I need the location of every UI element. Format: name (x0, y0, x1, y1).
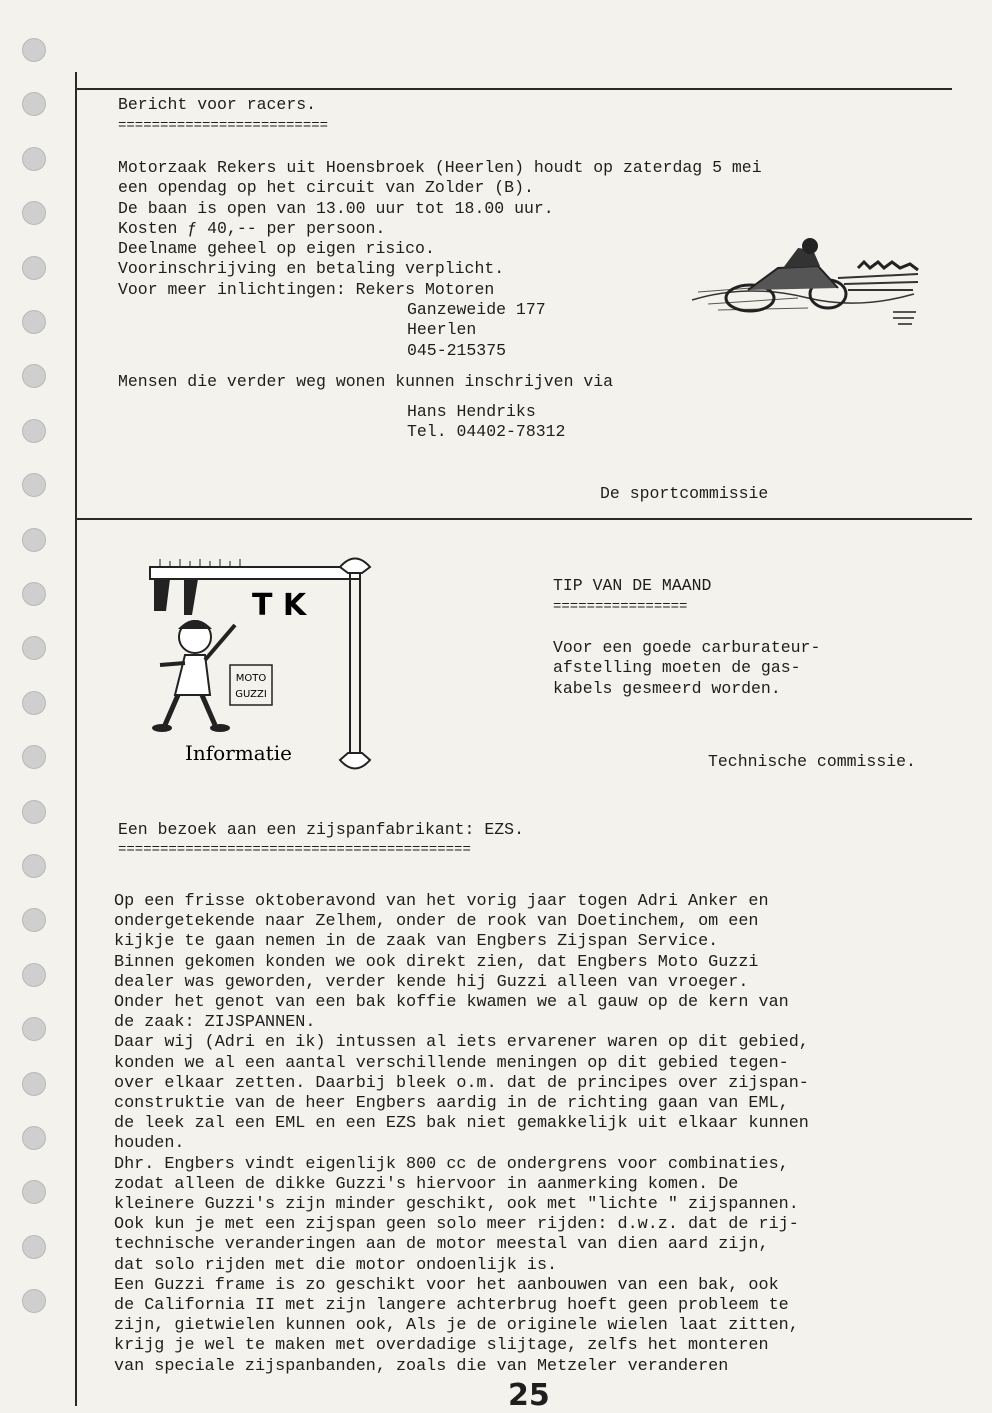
top-rule (75, 88, 952, 90)
punch-hole (22, 745, 46, 769)
racers-title: Bericht voor racers. (118, 95, 317, 114)
racers-title-underline: ========================= (118, 118, 329, 134)
punch-hole (22, 1126, 46, 1150)
logo-guzzi-text: GUZZI (235, 689, 267, 700)
punch-hole (22, 256, 46, 280)
racers-body: Motorzaak Rekers uit Hoensbroek (Heerlen) houdt op zaterdag 5 mei een opendag op het circuit van Zolder (B). De baan is open van 13.00 uur tot 18.00 uur. Kosten ƒ 40,-- per persoon. Deelname geheel op eigen risico. Voorinschrijving en betaling verplicht. Voor meer inlichtingen: Rekers Motoren (118, 158, 762, 299)
punch-hole (22, 582, 46, 606)
racers-address: Ganzeweide 177 Heerlen 045-215375 (407, 300, 546, 360)
logo-tk-text: T K (252, 588, 307, 623)
logo-moto-text: MOTO (235, 673, 267, 684)
punch-hole (22, 908, 46, 932)
logo-informatie-text: Informatie (185, 741, 292, 765)
left-margin-line (75, 72, 77, 1406)
punch-hole (22, 310, 46, 334)
punch-hole (22, 691, 46, 715)
punch-hole (22, 1235, 46, 1259)
article-title: Een bezoek aan een zijspanfabrikant: EZS. (118, 820, 524, 839)
punch-hole (22, 636, 46, 660)
racers-via-text: Mensen die verder weg wonen kunnen inschrijven via (118, 372, 614, 391)
section-rule (75, 518, 972, 520)
tk-logo-illustration (140, 545, 390, 770)
punch-hole (22, 1180, 46, 1204)
punch-hole (22, 364, 46, 388)
punch-hole (22, 963, 46, 987)
article-title-underline: ========================================== (118, 842, 471, 858)
tip-body: Voor een goede carburateur- afstelling moeten de gas- kabels gesmeerd worden. (553, 638, 821, 698)
punch-hole (22, 800, 46, 824)
punch-hole (22, 201, 46, 225)
punch-hole (22, 1017, 46, 1041)
punch-hole (22, 473, 46, 497)
racers-via-contact: Hans Hendriks Tel. 04402-78312 (407, 402, 566, 442)
motorcycle-racer-illustration (688, 228, 920, 328)
punch-hole (22, 1072, 46, 1096)
page-number: 25 (508, 1378, 550, 1413)
punch-hole (22, 147, 46, 171)
punch-hole (22, 38, 46, 62)
punch-hole (22, 92, 46, 116)
tip-title: TIP VAN DE MAAND (553, 576, 712, 595)
punch-hole (22, 419, 46, 443)
racers-signature: De sportcommissie (600, 484, 769, 503)
tip-signature: Technische commissie. (708, 752, 916, 771)
punch-hole (22, 854, 46, 878)
punch-hole (22, 1289, 46, 1313)
punch-hole (22, 528, 46, 552)
tip-title-underline: ================ (553, 599, 688, 615)
article-body: Op een frisse oktoberavond van het vorig jaar togen Adri Anker en ondergetekende naar Zelhem, onder de rook van Doetinchem, om een kijkje te gaan nemen in de zaak van Engbers Zijspan Service. Binnen gekomen konden we ook direkt zien, dat Engbers Moto Guzzi dealer was geworden, verder kende hij Guzzi alleen van vroeger. Onder het genot van een bak koffie kwamen we al gauw op de kern van de zaak: ZIJSPANNEN. Daar wij (Adri en ik) intussen al iets ervarener waren op dit gebied, konden we al een aantal verschillende meningen op dit gebied tegen- over elkaar zetten. Daarbij bleek o.m. dat de principes over zijspan- construktie van de heer Engbers aardig in de richting gaan van EML, de leek zal een EML en een EZS bak niet gemakkelijk uit elkaar kunnen houden. Dhr. Engbers vindt eigenlijk 800 cc de ondergrens voor combinaties, zodat alleen de dikke Guzzi's hiervoor in aanmerking komen. De kleinere Guzzi's zijn minder geschikt, ook met "lichte " zijspannen. Ook kun je met een zijspan geen solo meer rijden: d.w.z. dat de rij- technische veranderingen aan de motor meestal van dien aard zijn, dat solo rijden met die motor ondoenlijk is. Een Guzzi frame is zo geschikt voor het aanbouwen van een bak, ook de California II met zijn langere achterbrug hoeft geen probleem te zijn, gietwielen kunnen ook, Als je de originele wielen laat zitten, krijg je wel te maken met overdadige slijtage, zelfs het monteren van speciale zijspanbanden, zoals die van Metzeler veranderen (114, 892, 809, 1376)
